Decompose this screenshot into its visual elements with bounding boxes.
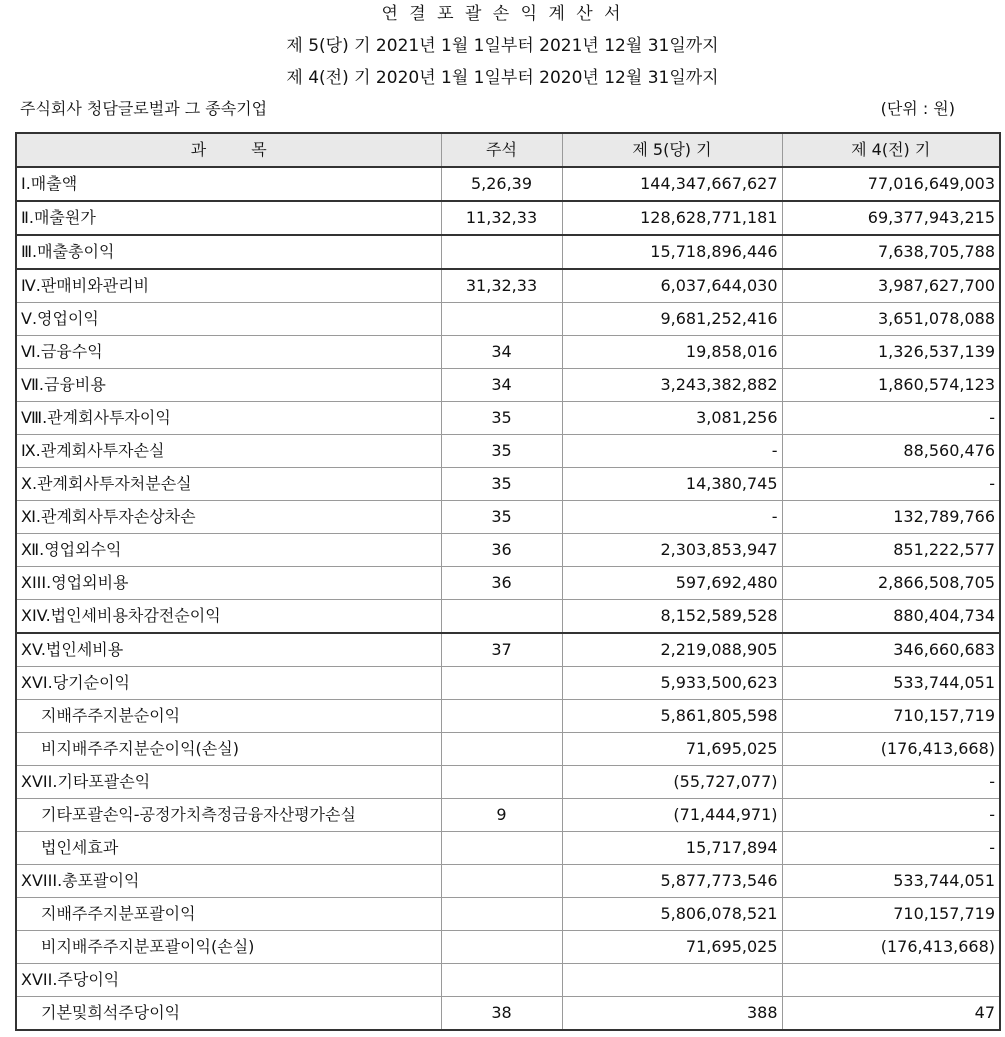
row-note xyxy=(441,931,562,964)
row-item: XV.법인세비용 xyxy=(16,633,441,667)
row-current: 144,347,667,627 xyxy=(562,167,782,201)
row-previous: 346,660,683 xyxy=(782,633,1000,667)
row-item: Ⅰ.매출액 xyxy=(16,167,441,201)
row-previous: 3,987,627,700 xyxy=(782,269,1000,303)
row-note xyxy=(441,832,562,865)
row-note xyxy=(441,898,562,931)
row-item: Ⅳ.판매비와관리비 xyxy=(16,269,441,303)
table-row xyxy=(16,865,1000,898)
table-row xyxy=(16,501,1000,534)
row-item: 비지배주주지분순이익(손실) xyxy=(16,733,441,766)
row-previous: 77,016,649,003 xyxy=(782,167,1000,201)
row-previous: 1,860,574,123 xyxy=(782,369,1000,402)
row-item: Ⅺ.관계회사투자손상차손 xyxy=(16,501,441,534)
row-item: XVII.주당이익 xyxy=(16,964,441,997)
row-previous: 2,866,508,705 xyxy=(782,567,1000,600)
table-row xyxy=(16,235,1000,269)
row-current: 71,695,025 xyxy=(562,931,782,964)
table-row xyxy=(16,700,1000,733)
row-current: 71,695,025 xyxy=(562,733,782,766)
table-row xyxy=(16,766,1000,799)
row-item: Ⅹ.관계회사투자처분손실 xyxy=(16,468,441,501)
row-current: 388 xyxy=(562,997,782,1031)
row-current: 15,717,894 xyxy=(562,832,782,865)
unit-label: (단위 : 원) xyxy=(880,99,955,118)
row-note: 5,26,39 xyxy=(441,167,562,201)
table-row xyxy=(16,402,1000,435)
row-note: 9 xyxy=(441,799,562,832)
row-previous: - xyxy=(782,766,1000,799)
row-item: Ⅸ.관계회사투자손실 xyxy=(16,435,441,468)
row-note: 34 xyxy=(441,336,562,369)
table-row xyxy=(16,534,1000,567)
row-previous: - xyxy=(782,402,1000,435)
row-previous: 3,651,078,088 xyxy=(782,303,1000,336)
row-previous: 710,157,719 xyxy=(782,898,1000,931)
row-previous: 88,560,476 xyxy=(782,435,1000,468)
row-item: Ⅴ.영업이익 xyxy=(16,303,441,336)
row-previous: 533,744,051 xyxy=(782,865,1000,898)
row-item: Ⅶ.금융비용 xyxy=(16,369,441,402)
row-note xyxy=(441,964,562,997)
row-note: 36 xyxy=(441,534,562,567)
column-header-note: 주석 xyxy=(441,133,562,167)
row-current: 128,628,771,181 xyxy=(562,201,782,235)
row-current: (55,727,077) xyxy=(562,766,782,799)
row-item: XVIII.총포괄이익 xyxy=(16,865,441,898)
row-previous: (176,413,668) xyxy=(782,733,1000,766)
row-current: 5,806,078,521 xyxy=(562,898,782,931)
row-current: 2,303,853,947 xyxy=(562,534,782,567)
row-note xyxy=(441,600,562,634)
row-note xyxy=(441,303,562,336)
table-row xyxy=(16,667,1000,700)
table-row xyxy=(16,167,1000,201)
company-name: 주식회사 청담글로벌과 그 종속기업 xyxy=(20,99,268,118)
table-row xyxy=(16,468,1000,501)
row-previous: 69,377,943,215 xyxy=(782,201,1000,235)
column-header-item: 과 목 xyxy=(16,133,441,167)
row-note xyxy=(441,766,562,799)
row-note: 36 xyxy=(441,567,562,600)
row-item: Ⅵ.금융수익 xyxy=(16,336,441,369)
table-row xyxy=(16,336,1000,369)
current-period-line: 제 5(당) 기 2021년 1월 1일부터 2021년 12월 31일까지 xyxy=(286,36,719,56)
row-note: 35 xyxy=(441,402,562,435)
row-current: 8,152,589,528 xyxy=(562,600,782,634)
table-row xyxy=(16,799,1000,832)
table-header-row xyxy=(16,133,1000,167)
row-item: 지배주주지분포괄이익 xyxy=(16,898,441,931)
row-note: 35 xyxy=(441,501,562,534)
row-note xyxy=(441,667,562,700)
row-previous: 851,222,577 xyxy=(782,534,1000,567)
table-row xyxy=(16,633,1000,667)
row-previous: 7,638,705,788 xyxy=(782,235,1000,269)
row-current: (71,444,971) xyxy=(562,799,782,832)
row-note xyxy=(441,235,562,269)
table-row xyxy=(16,997,1000,1031)
row-current: 5,933,500,623 xyxy=(562,667,782,700)
row-previous: 880,404,734 xyxy=(782,600,1000,634)
row-current: - xyxy=(562,435,782,468)
row-note xyxy=(441,700,562,733)
row-previous: 47 xyxy=(782,997,1000,1031)
row-current: 3,243,382,882 xyxy=(562,369,782,402)
row-current: 3,081,256 xyxy=(562,402,782,435)
row-previous: - xyxy=(782,832,1000,865)
row-current: 14,380,745 xyxy=(562,468,782,501)
statement-title: 연 결 포 괄 손 익 계 산 서 xyxy=(381,4,624,24)
row-current: 19,858,016 xyxy=(562,336,782,369)
row-note: 31,32,33 xyxy=(441,269,562,303)
row-item: Ⅱ.매출원가 xyxy=(16,201,441,235)
row-previous: 533,744,051 xyxy=(782,667,1000,700)
row-note xyxy=(441,865,562,898)
table-row xyxy=(16,733,1000,766)
row-item: 법인세효과 xyxy=(16,832,441,865)
row-current: 5,877,773,546 xyxy=(562,865,782,898)
row-item: Ⅷ.관계회사투자이익 xyxy=(16,402,441,435)
table-row xyxy=(16,567,1000,600)
column-header-previous: 제 4(전) 기 xyxy=(782,133,1000,167)
row-item: XVI.당기순이익 xyxy=(16,667,441,700)
income-statement-table xyxy=(15,132,1001,1031)
row-current: 15,718,896,446 xyxy=(562,235,782,269)
row-current: 6,037,644,030 xyxy=(562,269,782,303)
row-item: Ⅻ.영업외수익 xyxy=(16,534,441,567)
row-previous: (176,413,668) xyxy=(782,931,1000,964)
previous-period-line: 제 4(전) 기 2020년 1월 1일부터 2020년 12월 31일까지 xyxy=(286,68,719,88)
row-current xyxy=(562,964,782,997)
table-row xyxy=(16,269,1000,303)
row-current: 9,681,252,416 xyxy=(562,303,782,336)
row-item: XIII.영업외비용 xyxy=(16,567,441,600)
table-row xyxy=(16,600,1000,634)
table-row xyxy=(16,303,1000,336)
row-current: 2,219,088,905 xyxy=(562,633,782,667)
row-note: 35 xyxy=(441,468,562,501)
row-item: XVII.기타포괄손익 xyxy=(16,766,441,799)
table-row xyxy=(16,931,1000,964)
row-note: 34 xyxy=(441,369,562,402)
row-current: - xyxy=(562,501,782,534)
row-item: 지배주주지분순이익 xyxy=(16,700,441,733)
table-row xyxy=(16,435,1000,468)
row-previous: - xyxy=(782,468,1000,501)
table-row xyxy=(16,898,1000,931)
row-previous: 710,157,719 xyxy=(782,700,1000,733)
table-row xyxy=(16,369,1000,402)
row-previous xyxy=(782,964,1000,997)
row-note xyxy=(441,733,562,766)
row-item: Ⅲ.매출총이익 xyxy=(16,235,441,269)
column-header-current: 제 5(당) 기 xyxy=(562,133,782,167)
row-note: 35 xyxy=(441,435,562,468)
row-item: 비지배주주지분포괄이익(손실) xyxy=(16,931,441,964)
row-current: 597,692,480 xyxy=(562,567,782,600)
row-current: 5,861,805,598 xyxy=(562,700,782,733)
table-row xyxy=(16,201,1000,235)
row-note: 37 xyxy=(441,633,562,667)
row-item: 기본및희석주당이익 xyxy=(16,997,441,1031)
table-row xyxy=(16,964,1000,997)
row-item: 기타포괄손익-공정가치측정금융자산평가손실 xyxy=(16,799,441,832)
row-note: 38 xyxy=(441,997,562,1031)
row-previous: 1,326,537,139 xyxy=(782,336,1000,369)
row-item: XIV.법인세비용차감전순이익 xyxy=(16,600,441,634)
row-previous: 132,789,766 xyxy=(782,501,1000,534)
table-row xyxy=(16,832,1000,865)
row-previous: - xyxy=(782,799,1000,832)
row-note: 11,32,33 xyxy=(441,201,562,235)
